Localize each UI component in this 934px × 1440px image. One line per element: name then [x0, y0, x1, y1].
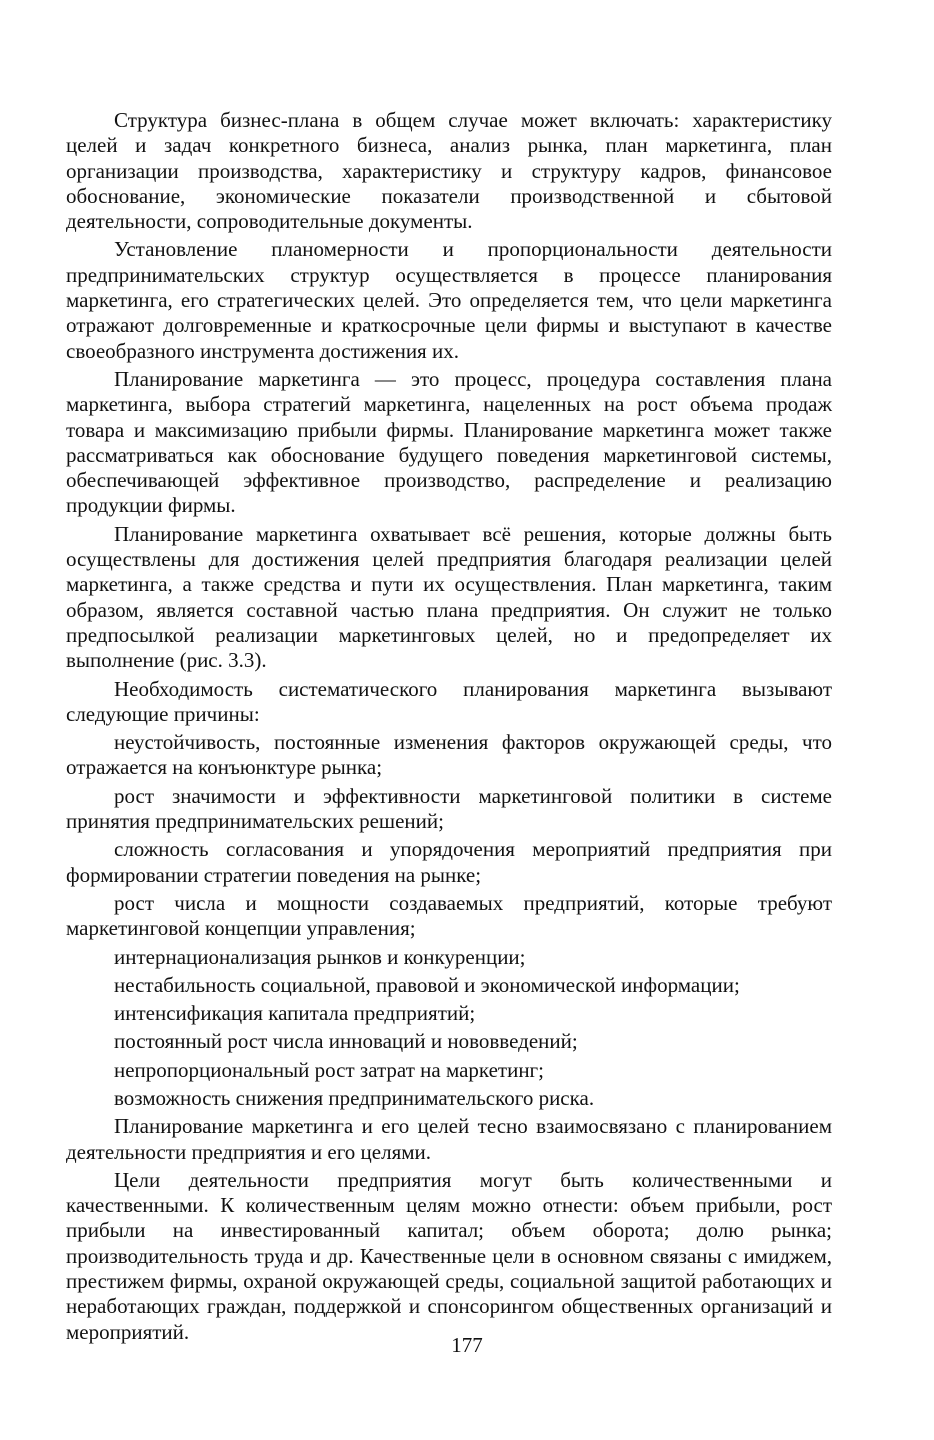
paragraph-enterprise-goals: Цели деятельности предприятия могут быть количественными и качественными. К количественным целям можно отнести: объем прибыли, рост прибыли на инвестированный капитал; объем оборота; долю рынка; производительность труда и др. Качественные цели в основном связаны с имиджем, престижем фирмы, охраной окружающей среды, социальной защитой работающих и неработающих граждан, поддержкой и спонсорингом общественных организаций и мероприятий. — [66, 1167, 832, 1344]
paragraph-reasons-intro: Необходимость систематического планирования маркетинга вызывают следующие причины: — [66, 676, 832, 726]
paragraph-planning-interconnection: Планирование маркетинга и его целей тесно взаимосвязано с планированием деятельности предприятия и его целями. — [66, 1114, 832, 1164]
list-item: сложность согласования и упорядочения мероприятий предприятия при формировании стратегии поведения на рынке; — [66, 837, 832, 887]
list-item: нестабильность социальной, правовой и экономической информации; — [114, 972, 740, 997]
list-item: непропорциональный рост затрат на маркетинг; — [114, 1057, 545, 1082]
page-number: 177 — [451, 1333, 483, 1357]
list-item: рост значимости и эффективности маркетинговой политики в системе принятия предпринимательских решений; — [66, 783, 832, 834]
paragraph-planning-proportionality: Установление планомерности и пропорциональности деятельности предпринимательских структур осуществляется в процессе планирования маркетинга, его стратегических целей. Это определяется тем, что цели маркетинга отражают долговременные и краткосрочные цели фирмы и выступают в качестве своеобразного инструмента достижения их. — [66, 237, 832, 363]
paragraph-marketing-planning-scope: Планирование маркетинга охватывает всё решения, которые должны быть осуществлены для достижения целей предприятия благодаря реализации целей маркетинга, а также средства и пути их осуществления. План маркетинга, таким образом, является составной частью плана предприятия. Он служит не только предпосылкой реализации маркетинговых целей, но и предопределяет их выполнение (рис. 3.3). — [66, 521, 832, 673]
page-body — [66, 108, 832, 1348]
paragraph-marketing-planning-definition: Планирование маркетинга — это процесс, процедура составления плана маркетинга, выбора стратегий маркетинга, нацеленных на рост объема продаж товара и максимизацию прибыли фирмы. Планирование маркетинга может также рассматриваться как обоснование будущего поведения маркетинговой системы, обеспечивающей эффективное производство, распределение и реализацию продукции фирмы. — [66, 366, 832, 518]
list-item: возможность снижения предпринимательского риска. — [114, 1085, 595, 1110]
paragraph-business-plan-structure: Структура бизнес-плана в общем случае может включать: характеристику целей и задач конкретного бизнеса, анализ рынка, план маркетинга, план организации производства, характеристику и структуру кадров, финансовое обоснование, экономические показатели производственной и сбытовой деятельности, сопроводительные документы. — [66, 108, 832, 234]
list-item: интернационализация рынков и конкуренции; — [114, 944, 526, 969]
list-item: рост числа и мощности создаваемых предприятий, которые требуют маркетинговой концепции управления; — [66, 890, 832, 941]
list-item: интенсификация капитала предприятий; — [114, 1001, 476, 1026]
list-item: неустойчивость, постоянные изменения факторов окружающей среды, что отражается на конъюнктуре рынка; — [66, 730, 832, 780]
list-item: постоянный рост числа инноваций и нововведений; — [114, 1029, 578, 1054]
